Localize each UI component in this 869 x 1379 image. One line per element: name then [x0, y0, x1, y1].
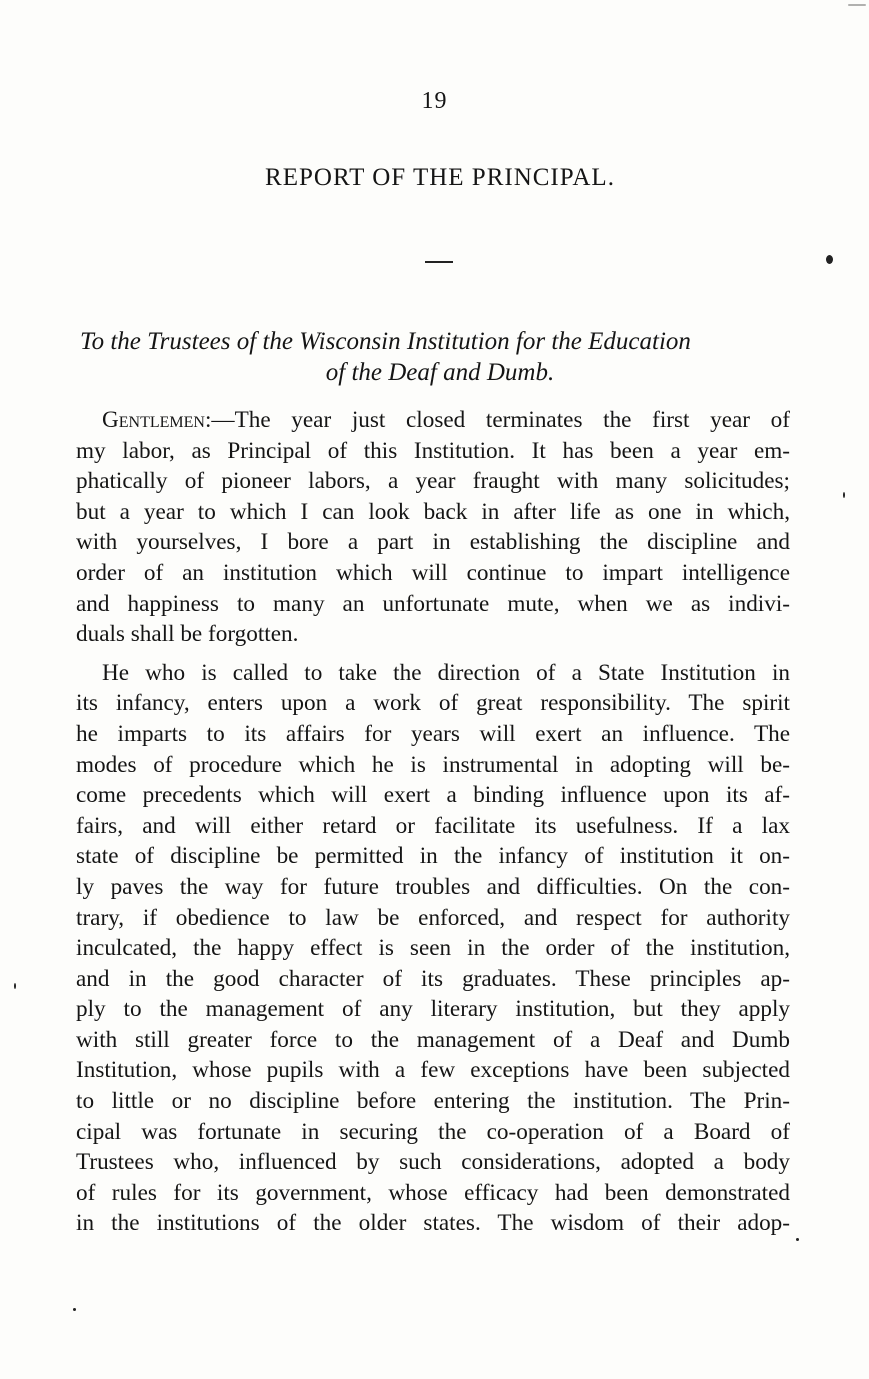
text-line: fairs, and will either retard or facilitate its usefulness. If a lax	[76, 812, 790, 839]
text-line: order of an institution which will continue to impart intelligence	[76, 559, 790, 586]
text-line: phatically of pioneer labors, a year fraught with many solicitudes;	[76, 468, 790, 495]
first-line-rest: :—The year just closed terminates the first year of	[204, 407, 790, 433]
text-line: he imparts to its affairs for years will exert an influence. The	[76, 720, 790, 747]
text-line: ly paves the way for future troubles and difficulties. On the con-	[76, 873, 790, 900]
text-line: state of discipline be permitted in the infancy of institution it on-	[76, 843, 790, 870]
title-divider	[425, 261, 453, 263]
paragraph-1	[76, 405, 790, 650]
text-line: duals shall be forgotten.	[76, 621, 299, 648]
text-line: and happiness to many an unfortunate mute, when we as indivi-	[76, 590, 790, 617]
text-line: and in the good character of its graduates. These principles ap-	[76, 965, 790, 992]
text-line: in the institutions of the older states. The wisdom of their adop-	[76, 1210, 790, 1237]
address-line-2: of the Deaf and Dumb.	[325, 359, 555, 386]
address-line-1: To the Trustees of the Wisconsin Institution for the Education	[80, 328, 691, 355]
text-line: its infancy, enters upon a work of great responsibility. The spirit	[76, 690, 790, 717]
ink-speck	[826, 255, 833, 264]
text-line	[76, 405, 790, 436]
ink-speck	[73, 1308, 76, 1311]
text-line: but a year to which I can look back in after life as one in which,	[76, 498, 790, 525]
text-line: to little or no discipline before entering the institution. The Prin-	[76, 1088, 790, 1115]
paragraph-2	[76, 658, 790, 1239]
text-line: come precedents which will exert a binding influence upon its af-	[76, 782, 790, 809]
address-heading	[80, 326, 800, 388]
salutation: Gentlemen	[102, 407, 205, 433]
text-line: with still greater force to the management of a Deaf and Dumb	[76, 1026, 790, 1053]
text-line: my labor, as Principal of this Institution. It has been a year em-	[76, 437, 790, 464]
text-line: modes of procedure which he is instrumental in adopting will be-	[76, 751, 790, 778]
ink-speck	[796, 1238, 799, 1241]
text-line: trary, if obedience to law be enforced, and respect for authority	[76, 904, 790, 931]
text-line: ply to the management of any literary institution, but they apply	[76, 996, 790, 1023]
text-line: of rules for its government, whose efficacy had been demonstrated	[76, 1179, 790, 1206]
ink-speck	[14, 983, 16, 989]
page-title: REPORT OF THE PRINCIPAL.	[265, 164, 615, 191]
ink-speck	[848, 4, 866, 6]
paragraph-gap	[76, 650, 790, 658]
report-body	[76, 405, 790, 1239]
text-line: He who is called to take the direction of a State Institution in	[102, 659, 790, 686]
page-number: 19	[421, 88, 448, 114]
ink-speck	[843, 492, 845, 498]
text-line: cipal was fortunate in securing the co-operation of a Board of	[76, 1118, 790, 1145]
text-line: with yourselves, I bore a part in establishing the discipline and	[76, 529, 790, 556]
text-line: Trustees who, influenced by such considerations, adopted a body	[76, 1149, 790, 1176]
text-line: inculcated, the happy effect is seen in the order of the institution,	[76, 935, 790, 962]
text-line: Institution, whose pupils with a few exceptions have been subjected	[76, 1057, 790, 1084]
